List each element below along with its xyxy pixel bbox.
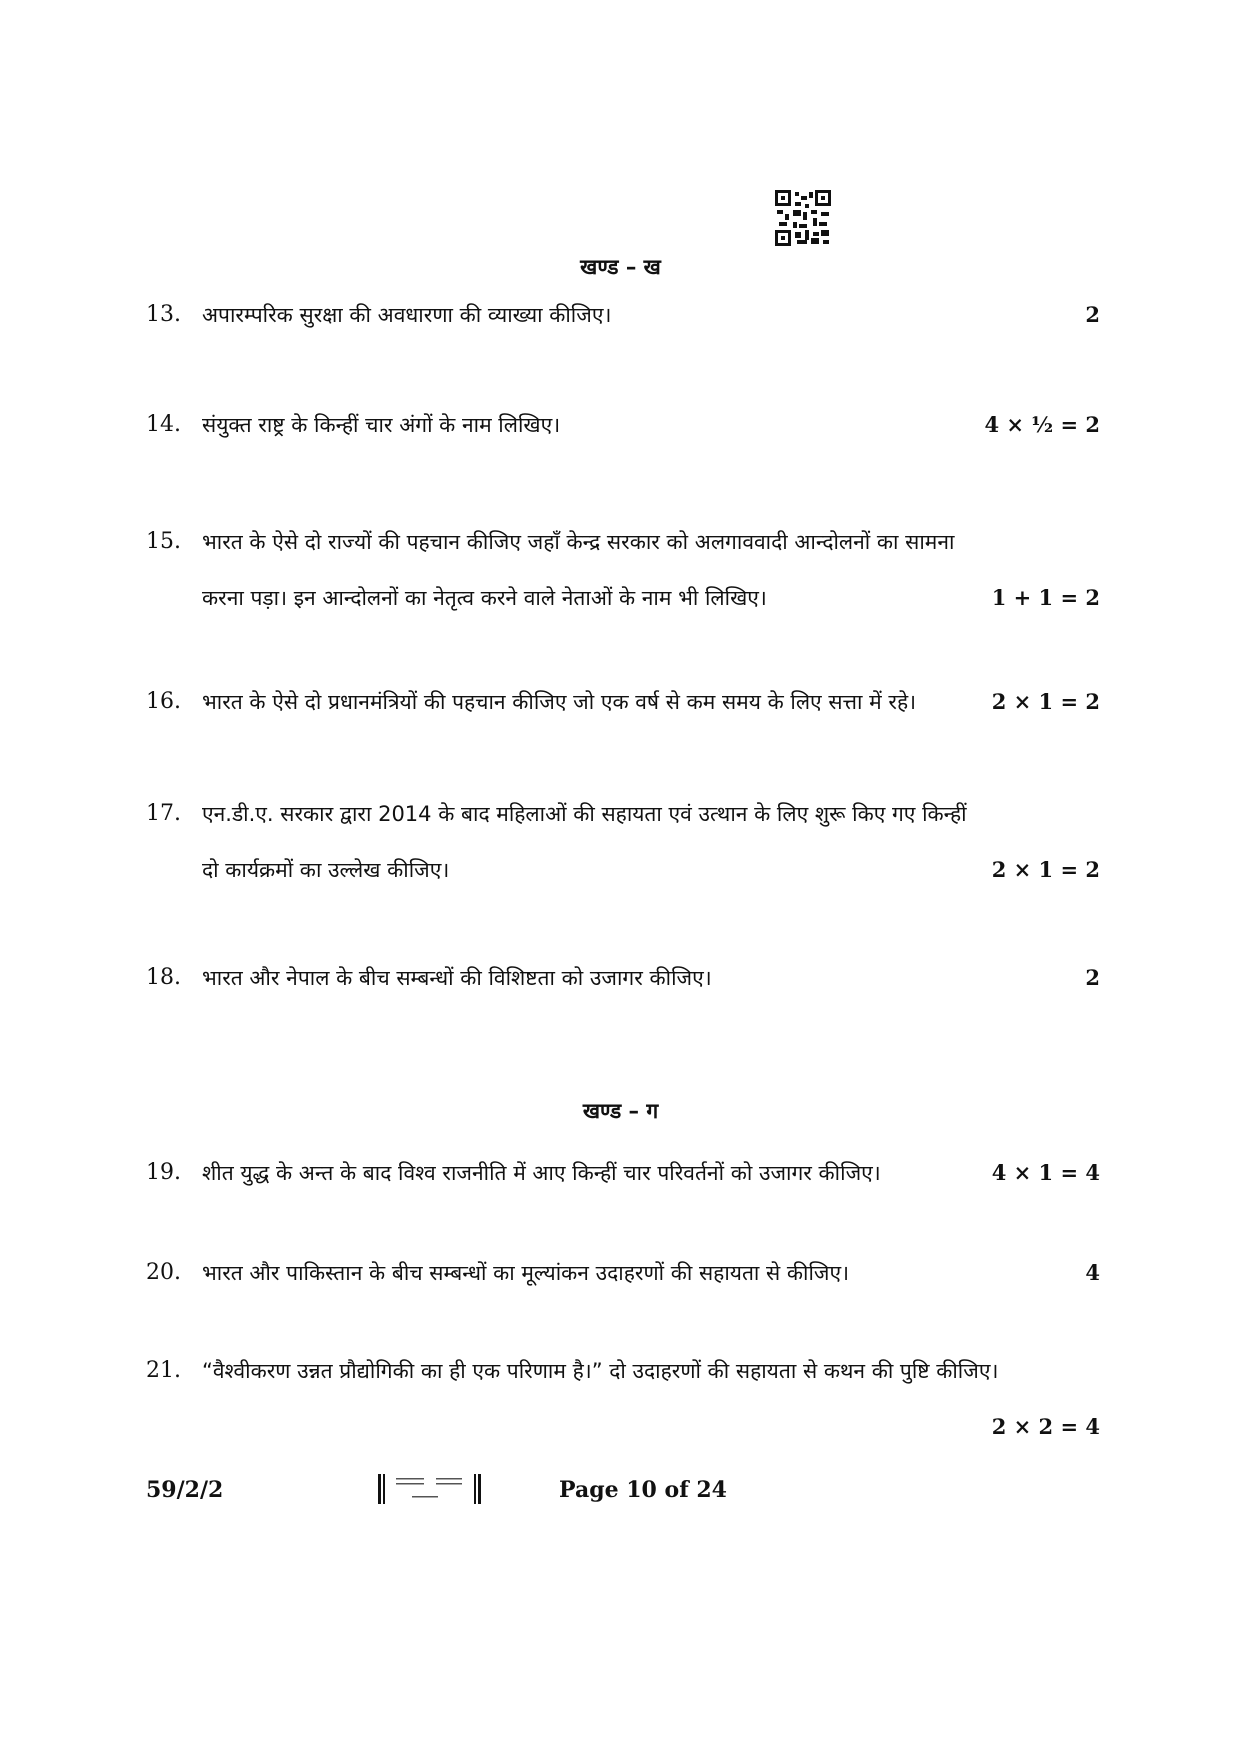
question-text: अपारम्परिक सुरक्षा की अवधारणा की व्याख्या कीजिए। [202,303,612,327]
question-text: भारत और पाकिस्तान के बीच सम्बन्धों का मूल्यांकन उदाहरणों की सहायता से कीजिए। [202,1261,850,1285]
question-text: भारत के ऐसे दो राज्यों की पहचान कीजिए जहाँ केन्द्र सरकार को अलगाववादी आन्दोलनों का सामना [202,530,955,554]
question-number: 13. [146,302,181,327]
question-17 [146,786,1100,898]
question-text: शीत युद्ध के अन्त के बाद विश्व राजनीति में आए किन्हीं चार परिवर्तनों को उजागर कीजिए। [202,1161,881,1185]
question-number: 16. [146,689,181,714]
question-marks: 2 × 1 = 2 [991,689,1100,714]
qr-code-icon [775,190,831,246]
barcode-icon [378,1474,482,1504]
question-14 [146,397,1100,453]
question-19 [146,1145,1100,1201]
section-heading-c: खण्ड – ग [582,1099,659,1123]
question-text-continued: दो कार्यक्रमों का उल्लेख कीजिए। [202,858,450,882]
question-15 [146,514,1100,626]
question-number: 18. [146,965,181,990]
question-number: 15. [146,529,181,554]
question-16 [146,674,1100,730]
question-13 [146,287,1100,343]
paper-code: 59/2/2 [146,1477,224,1503]
question-marks: 4 × ½ = 2 [984,412,1100,437]
question-marks: 2 [1085,302,1100,327]
question-marks: 2 [1085,965,1100,990]
question-number: 20. [146,1260,181,1285]
question-marks: 2 × 2 = 4 [991,1414,1100,1439]
question-text: “वैश्वीकरण उन्नत प्रौद्योगिकी का ही एक परिणाम है।” दो उदाहरणों की सहायता से कथन की पुष्टि कीजिए। [202,1359,999,1383]
question-text: एन.डी.ए. सरकार द्वारा 2014 के बाद महिलाओं की सहायता एवं उत्थान के लिए शुरू किए गए किन्हीं [202,802,967,826]
question-marks: 4 × 1 = 4 [991,1160,1100,1185]
question-marks: 2 × 1 = 2 [991,857,1100,882]
question-text-continued: करना पड़ा। इन आन्दोलनों का नेतृत्व करने वाले नेताओं के नाम भी लिखिए। [202,586,767,610]
question-20 [146,1245,1100,1301]
question-18 [146,950,1100,1006]
question-marks: 4 [1085,1260,1100,1285]
question-number: 19. [146,1160,181,1185]
question-number: 14. [146,412,181,437]
question-text: भारत और नेपाल के बीच सम्बन्धों की विशिष्टता को उजागर कीजिए। [202,966,712,990]
question-21 [146,1343,1100,1455]
question-number: 21. [146,1358,181,1383]
question-number: 17. [146,801,181,826]
question-text: भारत के ऐसे दो प्रधानमंत्रियों की पहचान कीजिए जो एक वर्ष से कम समय के लिए सत्ता में रहे। [202,690,917,714]
question-marks: 1 + 1 = 2 [991,585,1100,610]
page-number: Page 10 of 24 [559,1477,727,1503]
question-text: संयुक्त राष्ट्र के किन्हीं चार अंगों के नाम लिखिए। [202,413,561,437]
section-heading-b: खण्ड – ख [580,255,661,279]
